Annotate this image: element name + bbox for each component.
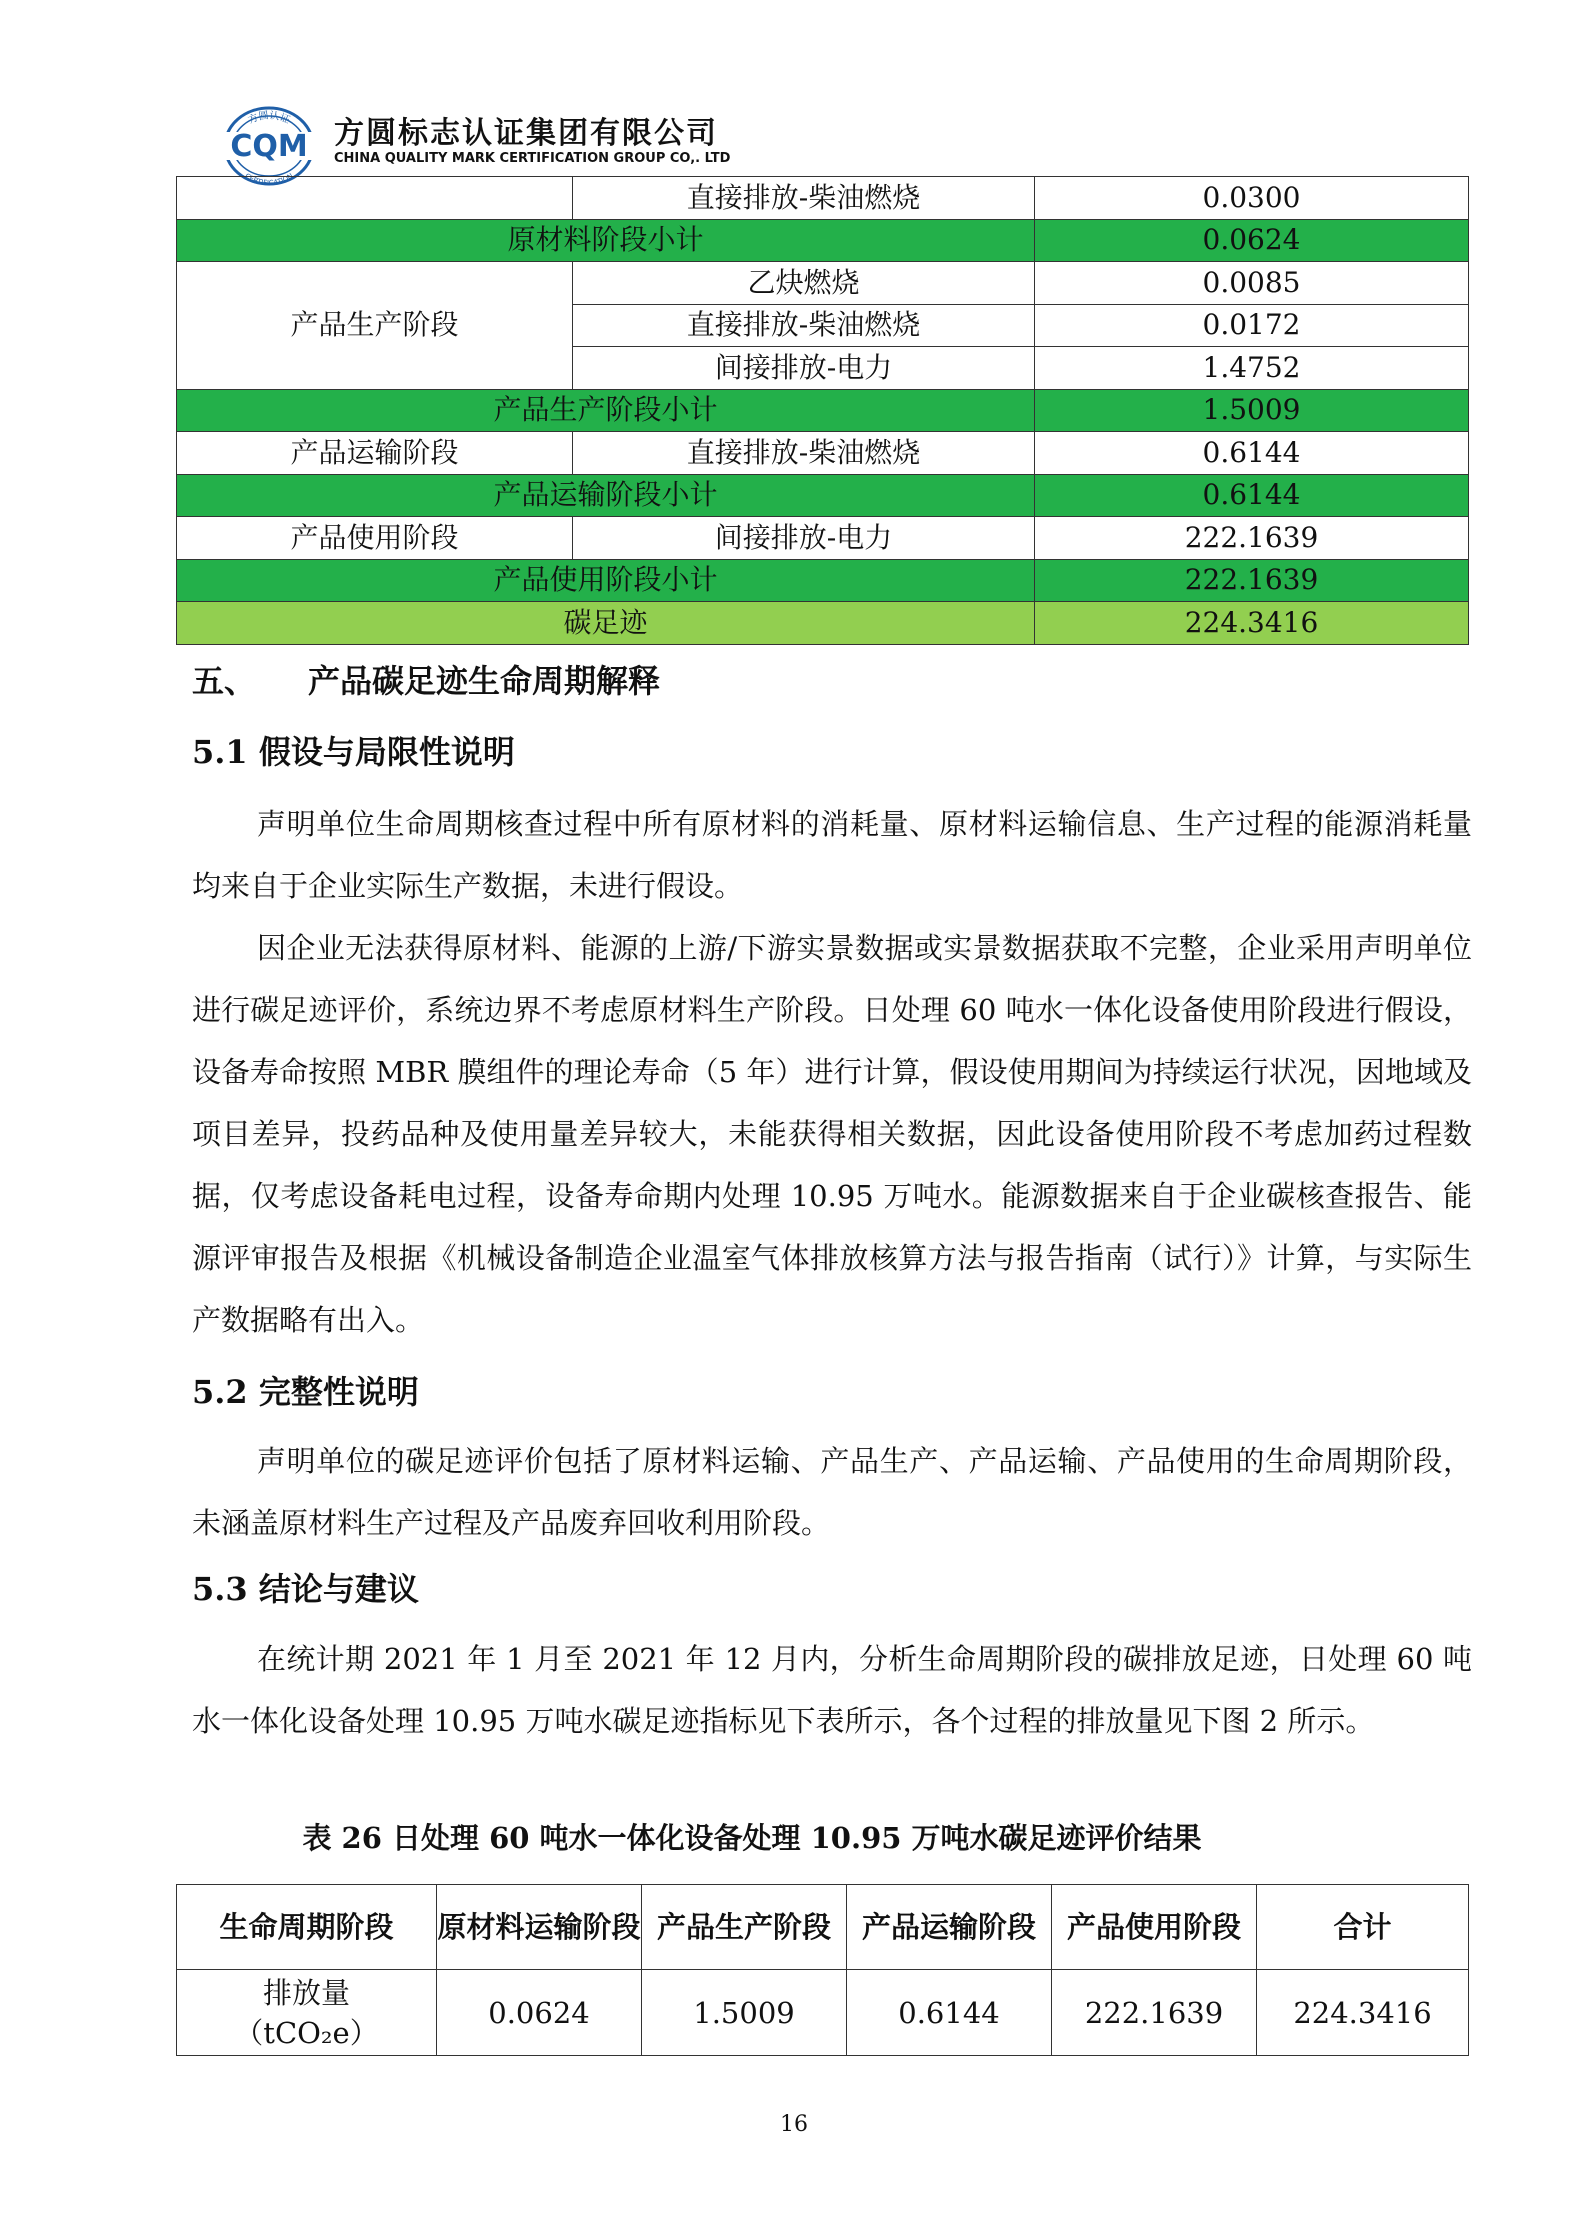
row-label: 排放量 (262, 1975, 350, 2010)
item-cell: 间接排放-电力 (573, 347, 1035, 390)
svg-text:方圆认证: 方圆认证 (246, 110, 292, 127)
value-cell: 1.5009 (642, 1970, 847, 2056)
row-label-cell (177, 1970, 437, 2056)
subtotal-label: 产品运输阶段小计 (177, 474, 1035, 517)
value-cell: 0.0172 (1035, 304, 1469, 347)
paragraph: 声明单位生命周期核查过程中所有原材料的消耗量、原材料运输信息、生产过程的能源消耗量均来自于企业实际生产数据，未进行假设。 (192, 807, 1472, 903)
section-heading (192, 656, 660, 702)
subtotal-value: 222.1639 (1035, 559, 1469, 602)
column-header: 合计 (1257, 1885, 1469, 1970)
total-row (177, 602, 1469, 645)
page-header (218, 96, 818, 188)
value-cell: 222.1639 (1035, 517, 1469, 560)
value-cell: 1.4752 (1035, 347, 1469, 390)
company-name-en: CHINA QUALITY MARK CERTIFICATION GROUP CO,. LTD (334, 151, 731, 166)
subtotal-row (177, 474, 1469, 517)
column-header: 产品生产阶段 (642, 1885, 847, 1970)
item-cell: 间接排放-电力 (573, 517, 1035, 560)
subtotal-row (177, 389, 1469, 432)
stage-cell: 产品使用阶段 (177, 517, 573, 560)
subtotal-value: 1.5009 (1035, 389, 1469, 432)
emissions-breakdown-table (176, 176, 1469, 645)
section-number: 五、 (192, 662, 257, 700)
table-row (177, 262, 1469, 305)
value-cell: 0.0085 (1035, 262, 1469, 305)
subtotal-label: 原材料阶段小计 (177, 219, 1035, 262)
item-cell: 直接排放-柴油燃烧 (573, 432, 1035, 475)
stage-cell: 产品生产阶段 (177, 262, 573, 390)
stage-cell: 产品运输阶段 (177, 432, 573, 475)
value-cell: 224.3416 (1257, 1970, 1469, 2056)
subtotal-label: 产品使用阶段小计 (177, 559, 1035, 602)
paragraph: 声明单位的碳足迹评价包括了原材料运输、产品生产、产品运输、产品使用的生命周期阶段，未涵盖原材料生产过程及产品废弃回收利用阶段。 (192, 1444, 1472, 1540)
item-cell: 直接排放-柴油燃烧 (573, 304, 1035, 347)
table-row (177, 517, 1469, 560)
column-header: 生命周期阶段 (177, 1885, 437, 1970)
company-name-cn: 方圆标志认证集团有限公司 (334, 116, 718, 151)
page-number: 16 (780, 2112, 808, 2137)
value-cell: 0.6144 (1035, 432, 1469, 475)
subtotal-label: 产品生产阶段小计 (177, 389, 1035, 432)
table-row (177, 177, 1469, 220)
total-label: 碳足迹 (177, 602, 1035, 645)
svg-text:CQM: CQM (230, 129, 308, 164)
table-caption: 表 26 日处理 60 吨水一体化设备处理 10.95 万吨水碳足迹评价结果 (302, 1821, 1202, 1855)
subtotal-value: 0.6144 (1035, 474, 1469, 517)
column-header: 产品运输阶段 (847, 1885, 1052, 1970)
column-header: 原材料运输阶段 (437, 1885, 642, 1970)
column-header: 产品使用阶段 (1052, 1885, 1257, 1970)
subsection-heading-5-2: 5.2 完整性说明 (192, 1373, 419, 1411)
subtotal-row (177, 559, 1469, 602)
subtotal-value: 0.0624 (1035, 219, 1469, 262)
svg-text:CERTIFICATION: CERTIFICATION (243, 171, 295, 188)
subsection-heading-5-3: 5.3 结论与建议 (192, 1570, 419, 1608)
value-cell: 0.0300 (1035, 177, 1469, 220)
total-value: 224.3416 (1035, 602, 1469, 645)
table-row (177, 1970, 1469, 2056)
result-table (176, 1884, 1469, 2056)
item-cell: 直接排放-柴油燃烧 (573, 177, 1035, 220)
subsection-heading-5-1: 5.1 假设与局限性说明 (192, 733, 515, 771)
value-cell: 0.6144 (847, 1970, 1052, 2056)
section-title: 产品碳足迹生命周期解释 (308, 662, 661, 700)
row-unit: （tCO₂e） (234, 2015, 379, 2050)
table-row (177, 432, 1469, 475)
value-cell: 0.0624 (437, 1970, 642, 2056)
item-cell: 乙炔燃烧 (573, 262, 1035, 305)
cqm-logo (218, 96, 320, 188)
value-cell: 222.1639 (1052, 1970, 1257, 2056)
subtotal-row (177, 219, 1469, 262)
stage-cell (177, 177, 573, 220)
paragraph: 因企业无法获得原材料、能源的上游/下游实景数据或实景数据获取不完整，企业采用声明单位进行碳足迹评价，系统边界不考虑原材料生产阶段。日处理 60 吨水一体化设备使用阶段进行假设，设备寿命按照 MBR 膜组件的理论寿命（5 年）进行计算，假设使用期间为持续运行状况，因地域及项目差异，投药品种及使用量差异较大，未能获得相关数据，因此设备使用阶段不考虑加药过程数据，仅考虑设备耗电过程，设备寿命期内处理 10.95 万吨水。能源数据来自于企业碳核查报告、能源评审报告及根据《机械设备制造企业温室气体排放核算方法与报告指南（试行）》计算，与实际生产数据略有出入。 (192, 931, 1472, 1337)
paragraph: 在统计期 2021 年 1 月至 2021 年 12 月内，分析生命周期阶段的碳排放足迹，日处理 60 吨水一体化设备处理 10.95 万吨水碳足迹指标见下表所示，各个过程的排放量见下图 2 所示。 (192, 1642, 1472, 1738)
table-header-row (177, 1885, 1469, 1970)
